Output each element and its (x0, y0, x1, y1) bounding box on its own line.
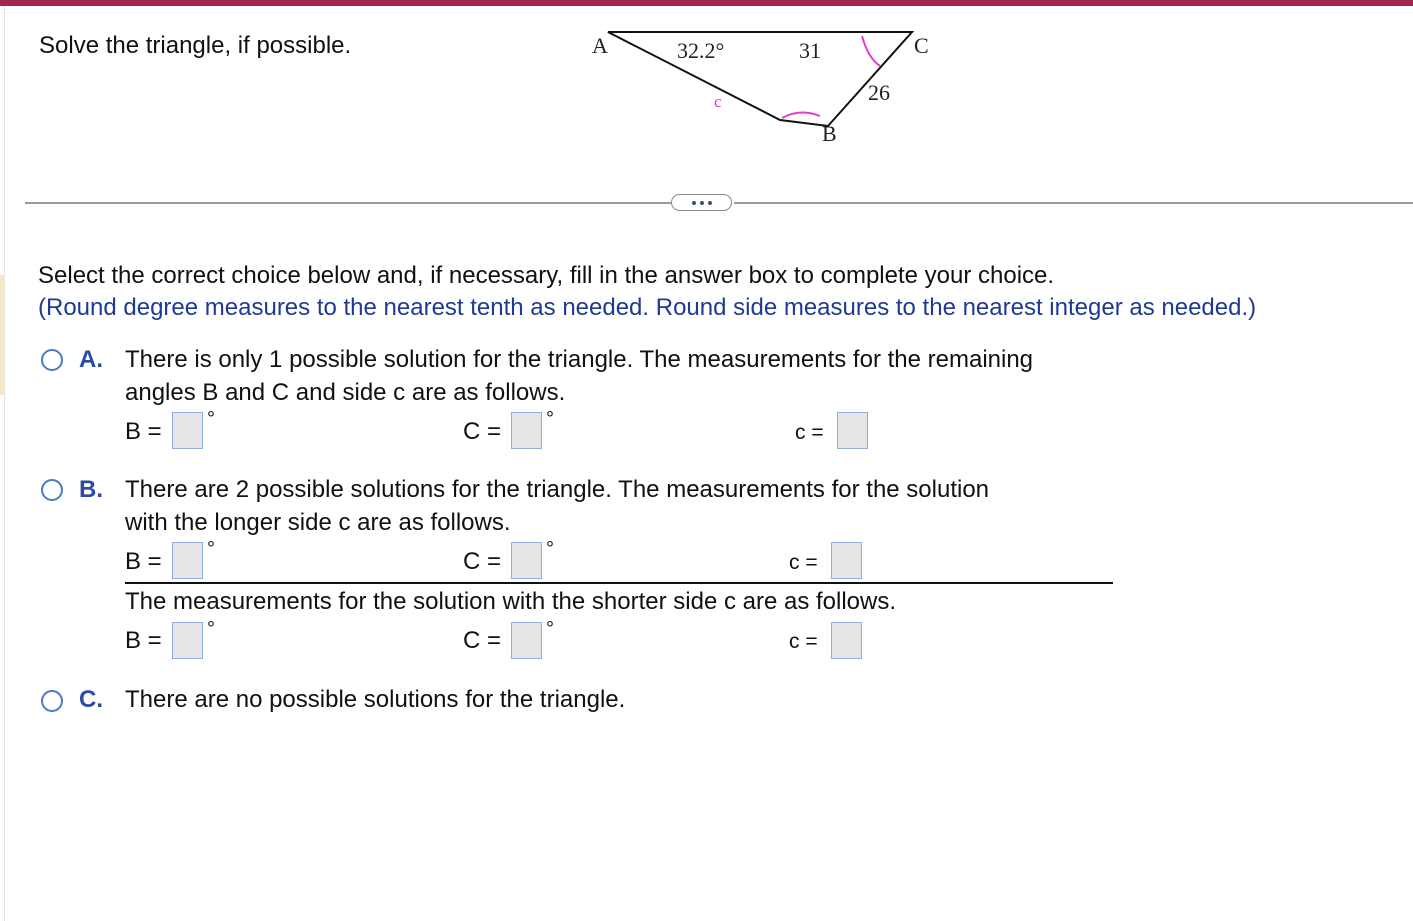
left-border (4, 6, 5, 921)
degree-symbol: ° (546, 618, 554, 640)
choice-a-angle-c-input[interactable] (511, 412, 542, 449)
choice-a-b-label: B = (125, 418, 162, 445)
choice-b2-angle-c-input[interactable] (511, 622, 542, 659)
choice-b-text-line3: The measurements for the solution with the shorter side c are as follows. (125, 588, 897, 615)
choice-a-side-c-label: c = (795, 421, 824, 444)
side-a-label: 26 (868, 80, 890, 105)
side-c-label: c (714, 92, 722, 111)
choice-b2-side-c-label: c = (789, 630, 818, 653)
choice-b-text-line1: There are 2 possible solutions for the triangle. The measurements for the solution (125, 476, 990, 503)
angle-a-label: 32.2° (677, 38, 725, 63)
choice-b1-angle-c-input[interactable] (511, 542, 542, 579)
choice-a-radio[interactable] (41, 349, 63, 371)
choice-b2-b-label: B = (125, 627, 162, 654)
degree-symbol: ° (207, 538, 215, 560)
expand-more-button[interactable] (671, 194, 732, 211)
angle-b-arc (782, 112, 820, 118)
choice-a-side-c-input[interactable] (837, 412, 868, 449)
choice-a-angle-b-input[interactable] (172, 412, 203, 449)
choice-b1-c-angle-label: C = (463, 548, 502, 575)
vertex-a-label: A (592, 33, 608, 58)
vertex-c-label: C (914, 33, 929, 58)
ellipsis-icon (692, 201, 696, 205)
choice-b-separator (125, 582, 1113, 584)
choice-c-radio[interactable] (41, 690, 63, 712)
choice-b2-c-angle-label: C = (463, 627, 502, 654)
side-b-label: 31 (799, 38, 821, 63)
choice-c-letter: C. (79, 686, 103, 713)
choice-a-text-line1: There is only 1 possible solution for the triangle. The measurements for the remaining (125, 346, 1034, 373)
choice-b2-side-c-input[interactable] (831, 622, 862, 659)
choice-b1-b-label: B = (125, 548, 162, 575)
left-highlight-tab (0, 275, 4, 395)
degree-symbol: ° (207, 408, 215, 430)
ellipsis-icon (700, 201, 704, 205)
choice-b2-angle-b-input[interactable] (172, 622, 203, 659)
choice-b1-angle-b-input[interactable] (172, 542, 203, 579)
choice-a-c-angle-label: C = (463, 418, 502, 445)
choice-c-text: There are no possible solutions for the triangle. (125, 686, 626, 713)
divider-left (25, 202, 671, 204)
degree-symbol: ° (546, 538, 554, 560)
instructions-text: Select the correct choice below and, if necessary, fill in the answer box to complete your choice. (38, 262, 1055, 289)
choice-b-radio[interactable] (41, 479, 63, 501)
rounding-note: (Round degree measures to the nearest tenth as needed. Round side measures to the nearest integer as needed.) (38, 294, 1257, 321)
choice-b-letter: B. (79, 476, 103, 503)
degree-symbol: ° (546, 408, 554, 430)
angle-c-arc (862, 36, 880, 66)
choice-b-text-line2: with the longer side c are as follows. (125, 509, 511, 536)
triangle-figure (580, 20, 960, 160)
choice-a-text-line2: angles B and C and side c are as follows. (125, 379, 566, 406)
choice-b1-side-c-input[interactable] (831, 542, 862, 579)
vertex-b-label: B (822, 121, 837, 146)
divider-right (734, 202, 1413, 204)
choice-a-letter: A. (79, 346, 103, 373)
question-text: Solve the triangle, if possible. (39, 32, 352, 59)
top-accent-bar (0, 0, 1413, 6)
choice-b1-side-c-label: c = (789, 551, 818, 574)
degree-symbol: ° (207, 618, 215, 640)
ellipsis-icon (708, 201, 712, 205)
